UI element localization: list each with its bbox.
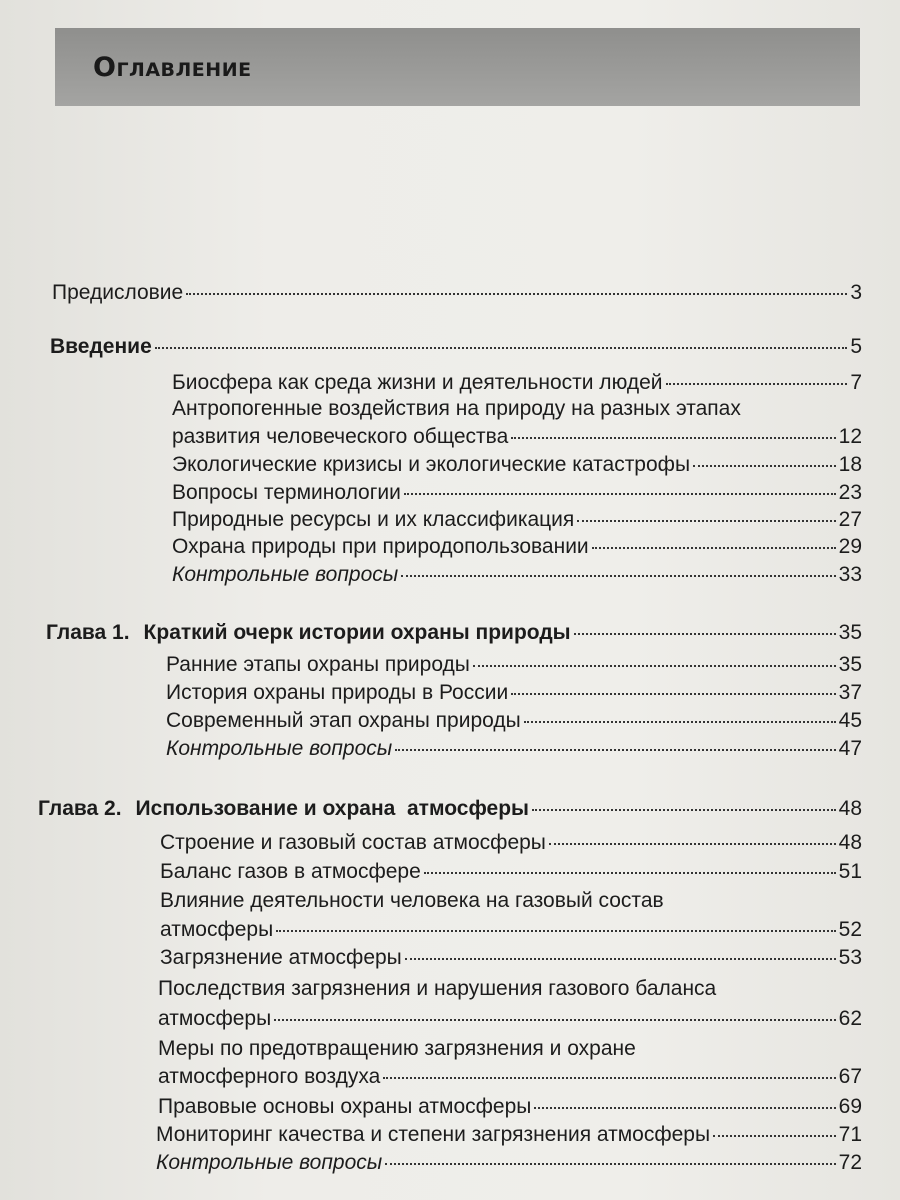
chapter-prefix: Глава 1. (46, 621, 130, 644)
toc-entry-page: 35 (838, 653, 862, 676)
toc-entry-page: 52 (838, 918, 862, 941)
toc-subentry[interactable] (166, 652, 862, 678)
toc-entry-label: атмосферы (158, 1007, 272, 1030)
toc-entry-label: Использование и охрана атмосферы (135, 797, 529, 820)
dot-leader (511, 693, 835, 695)
toc-subentry[interactable] (158, 1064, 862, 1090)
dot-leader (524, 721, 836, 723)
toc-entry-intro[interactable] (50, 334, 862, 360)
toc-entry-label: Природные ресурсы и их классификация (172, 508, 575, 531)
chapter-prefix: Глава 2. (38, 797, 122, 820)
toc-subentry-line1: Влияние деятельности человека на газовый состав (160, 889, 664, 912)
toc-entry-page: 51 (838, 860, 862, 883)
toc-entry-label: развития человеческого общества (172, 425, 509, 448)
toc-entry-label: Вопросы терминологии (172, 481, 401, 504)
toc-entry-page: 47 (838, 737, 862, 760)
dot-leader (532, 809, 836, 811)
toc-entry-page: 27 (838, 508, 862, 531)
toc-entry-page: 53 (838, 946, 862, 969)
toc-entry-preface[interactable] (52, 280, 862, 306)
toc-entry-page: 3 (850, 281, 862, 304)
dot-leader (186, 293, 847, 295)
toc-entry-page: 69 (838, 1095, 862, 1118)
toc-subentry[interactable] (160, 859, 862, 885)
toc-entry-label: Строение и газовый состав атмосферы (160, 831, 546, 854)
toc-entry-page: 29 (838, 535, 862, 558)
toc-entry-page: 48 (838, 797, 862, 820)
dot-leader (549, 843, 836, 845)
toc-subentry[interactable] (172, 480, 862, 506)
toc-entry-page: 35 (838, 621, 862, 644)
toc-entry-page: 62 (838, 1007, 862, 1030)
toc-entry-page: 67 (838, 1065, 862, 1088)
dot-leader (666, 383, 848, 385)
toc-entry-label: Ранние этапы охраны природы (166, 653, 470, 676)
toc-subentry[interactable] (172, 507, 862, 533)
toc-entry-label: атмосферного воздуха (158, 1065, 381, 1088)
toc-entry-label: Предисловие (52, 281, 184, 304)
dot-leader (383, 1077, 835, 1079)
toc-entry-label: Баланс газов в атмосфере (160, 860, 421, 883)
toc-entry-label: Экологические кризисы и экологические катастрофы (172, 453, 691, 476)
toc-subentry-line1: Антропогенные воздействия на природу на разных этапах (172, 397, 741, 420)
dot-leader (276, 930, 835, 932)
toc-subentry[interactable] (166, 680, 862, 706)
toc-subentry[interactable] (172, 452, 862, 478)
toc-subentry[interactable] (160, 945, 862, 971)
toc-entry-page: 48 (838, 831, 862, 854)
dot-leader (274, 1019, 835, 1021)
toc-entry-page: 72 (838, 1151, 862, 1174)
toc-entry-label: Загрязнение атмосферы (160, 946, 402, 969)
toc-subentry[interactable] (172, 534, 862, 560)
dot-leader (385, 1163, 835, 1165)
toc-entry-label: Биосфера как среда жизни и деятельности людей (172, 371, 663, 394)
dot-leader (713, 1135, 836, 1137)
dot-leader (401, 575, 835, 577)
page-title: Оглавление (93, 52, 252, 83)
toc-entry-page: 12 (838, 425, 862, 448)
toc-entry-page: 18 (838, 453, 862, 476)
toc-entry-label: Контрольные вопросы (172, 563, 399, 586)
toc-entry-page: 71 (838, 1123, 862, 1146)
header-bar (55, 28, 860, 106)
toc-entry-page: 45 (838, 709, 862, 732)
dot-leader (592, 547, 836, 549)
dot-leader (155, 347, 848, 349)
dot-leader (424, 872, 836, 874)
toc-entry-label: Охрана природы при природопользовании (172, 535, 589, 558)
toc-subentry[interactable] (172, 562, 862, 588)
dot-leader (395, 749, 835, 751)
toc-entry-label: атмосферы (160, 918, 274, 941)
toc-subentry[interactable] (172, 370, 862, 396)
toc-entry-page: 37 (838, 681, 862, 704)
toc-subentry-line1: Меры по предотвращению загрязнения и охране (158, 1037, 636, 1060)
dot-leader (534, 1107, 835, 1109)
toc-entry-label: Введение (50, 335, 152, 358)
toc-entry-label: Краткий очерк истории охраны природы (143, 621, 571, 644)
toc-entry-chapter-1[interactable] (46, 620, 862, 646)
toc-subentry[interactable] (160, 830, 862, 856)
toc-subentry[interactable] (156, 1150, 862, 1176)
toc-subentry[interactable] (158, 1006, 862, 1032)
dot-leader (511, 437, 835, 439)
toc-subentry-line1: Последствия загрязнения и нарушения газового баланса (158, 977, 717, 1000)
dot-leader (404, 493, 836, 495)
toc-entry-page: 33 (838, 563, 862, 586)
toc-subentry[interactable] (160, 917, 862, 943)
toc-entry-label: Правовые основы охраны атмосферы (158, 1095, 532, 1118)
toc-subentry[interactable] (158, 1094, 862, 1120)
dot-leader (693, 465, 836, 467)
toc-entry-label: Мониторинг качества и степени загрязнения атмосферы (156, 1123, 711, 1146)
toc-entry-chapter-2[interactable] (38, 796, 862, 822)
toc-subentry[interactable] (166, 708, 862, 734)
toc-entry-label: Современный этап охраны природы (166, 709, 521, 732)
toc-entry-label: Контрольные вопросы (166, 737, 393, 760)
toc-entry-page: 5 (850, 335, 862, 358)
toc-subentry[interactable] (172, 424, 862, 450)
dot-leader (405, 958, 836, 960)
dot-leader (574, 633, 836, 635)
toc-entry-page: 7 (850, 371, 862, 394)
toc-entry-label: Контрольные вопросы (156, 1151, 383, 1174)
toc-entry-label: История охраны природы в России (166, 681, 509, 704)
dot-leader (577, 520, 835, 522)
toc-subentry[interactable] (156, 1122, 862, 1148)
dot-leader (473, 665, 836, 667)
toc-subentry[interactable] (166, 736, 862, 762)
toc-entry-page: 23 (838, 481, 862, 504)
